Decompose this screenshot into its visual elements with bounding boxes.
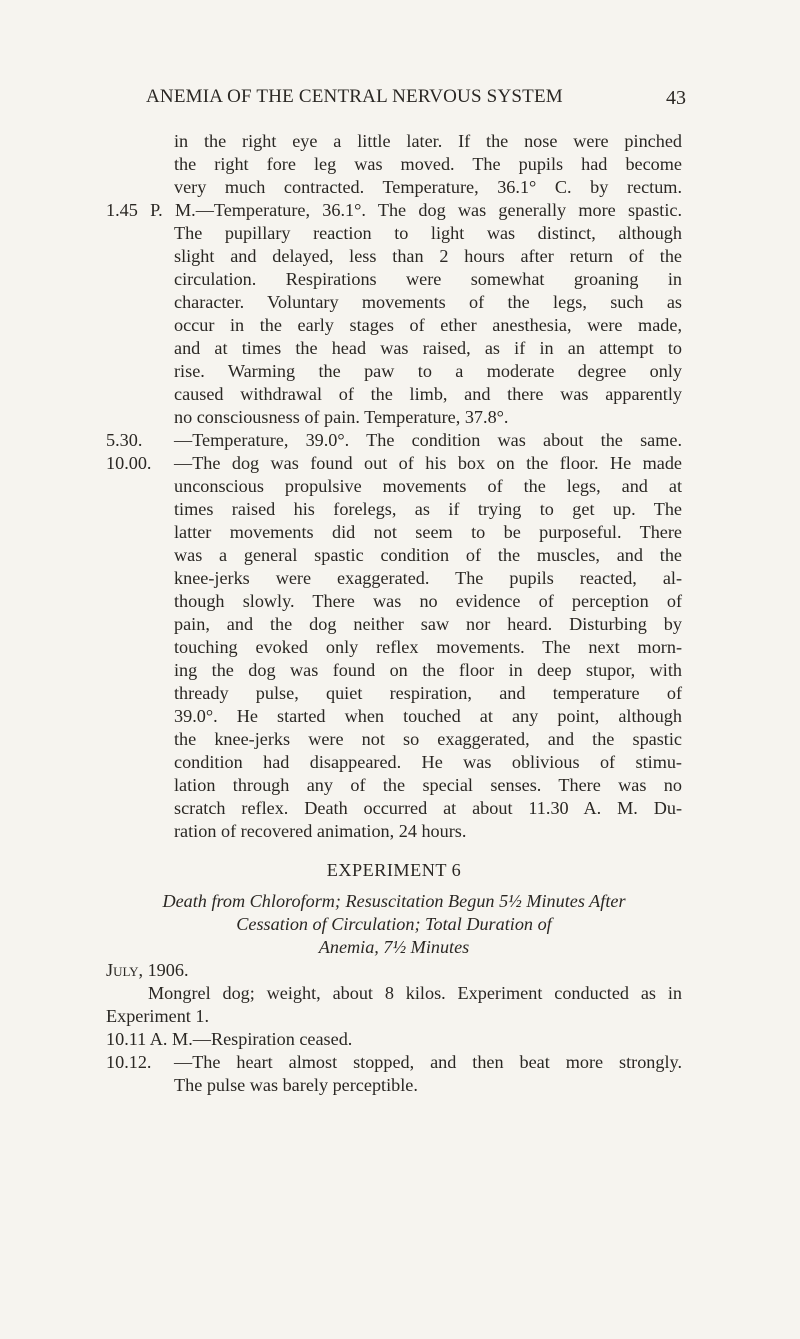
text-line: and at times the head was raised, as if in an attempt to [174,338,682,358]
text-line: character. Voluntary movements of the legs, such as [174,292,682,312]
experiment-subtitle-line: Cessation of Circulation; Total Duration of [236,914,552,934]
text-line: scratch reflex. Death occurred at about 11.30 A. M. Du- [174,798,682,818]
experiment-subtitle-line: Anemia, 7½ Minutes [318,937,470,957]
text-line: The pupillary reaction to light was distinct, although [174,223,682,243]
text-line: condition had disappeared. He was oblivious of stimu- [174,752,682,772]
entry-text: —Respiration ceased. [192,1029,353,1049]
text-line: lation through any of the special senses. There was no [174,775,682,795]
text-line: ration of recovered animation, 24 hours. [174,821,467,841]
entry-text: —The dog was found out of his box on the floor. He made [174,453,682,473]
text-line: unconscious propulsive movements of the legs, and at [174,476,682,496]
text-line: The pulse was barely perceptible. [174,1075,418,1095]
text-line: thready pulse, quiet respiration, and temperature of [174,683,682,703]
text-line: the knee-jerks were not so exaggerated, and the spastic [174,729,682,749]
text-line: latter movements did not seem to be purposeful. There [174,522,682,542]
text-line: ing the dog was found on the floor in deep stupor, with [174,660,682,680]
experiment-heading: EXPERIMENT 6 [326,860,462,880]
text-line: circulation. Respirations were somewhat groaning in [174,269,682,289]
entry-time: 5.30. [106,430,143,450]
text-line: the right fore leg was moved. The pupils had become [174,154,682,174]
entry-time: 1.45 P. M. [106,200,196,220]
text-line: Experiment 1. [106,1006,210,1026]
running-head: ANEMIA OF THE CENTRAL NERVOUS SYSTEM [146,86,563,107]
text-line: though slowly. There was no evidence of perception of [174,591,682,611]
text-line: knee-jerks were exaggerated. The pupils reacted, al- [174,568,682,588]
text-line: slight and delayed, less than 2 hours after return of the [174,246,682,266]
page-number: 43 [666,87,686,109]
text-line: occur in the early stages of ether anesthesia, were made, [174,315,682,335]
text-line: in the right eye a little later. If the nose were pinched [174,131,682,151]
page-header [146,86,686,112]
entry-time: 10.00. [106,453,152,473]
text-line: pain, and the dog neither saw nor heard. Disturbing by [174,614,682,634]
experiment-date: July, 1906. [106,960,189,980]
text-line: 39.0°. He started when touched at any point, although [174,706,682,726]
entry-time: 10.11 A. M. [106,1029,193,1049]
entry-text: —Temperature, 39.0°. The condition was about the same. [174,430,682,450]
text-line: touching evoked only reflex movements. The next morn- [174,637,682,657]
text-line: times raised his forelegs, as if trying to get up. The [174,499,682,519]
text-line: very much contracted. Temperature, 36.1° C. by rectum. [174,177,682,197]
text-line: no consciousness of pain. Temperature, 37.8°. [174,407,509,427]
entry-text: —Temperature, 36.1°. The dog was generally more spastic. [195,200,682,220]
text-line: rise. Warming the paw to a moderate degree only [174,361,682,381]
entry-text: —The heart almost stopped, and then beat more strongly. [174,1052,682,1072]
text-line: caused withdrawal of the limb, and there was apparently [174,384,682,404]
text-line: Mongrel dog; weight, about 8 kilos. Experiment conducted as in [148,983,682,1003]
text-line: was a general spastic condition of the muscles, and the [174,545,682,565]
entry-time: 10.12. [106,1052,152,1072]
experiment-subtitle-line: Death from Chloroform; Resuscitation Begun 5½ Minutes After [162,891,626,911]
